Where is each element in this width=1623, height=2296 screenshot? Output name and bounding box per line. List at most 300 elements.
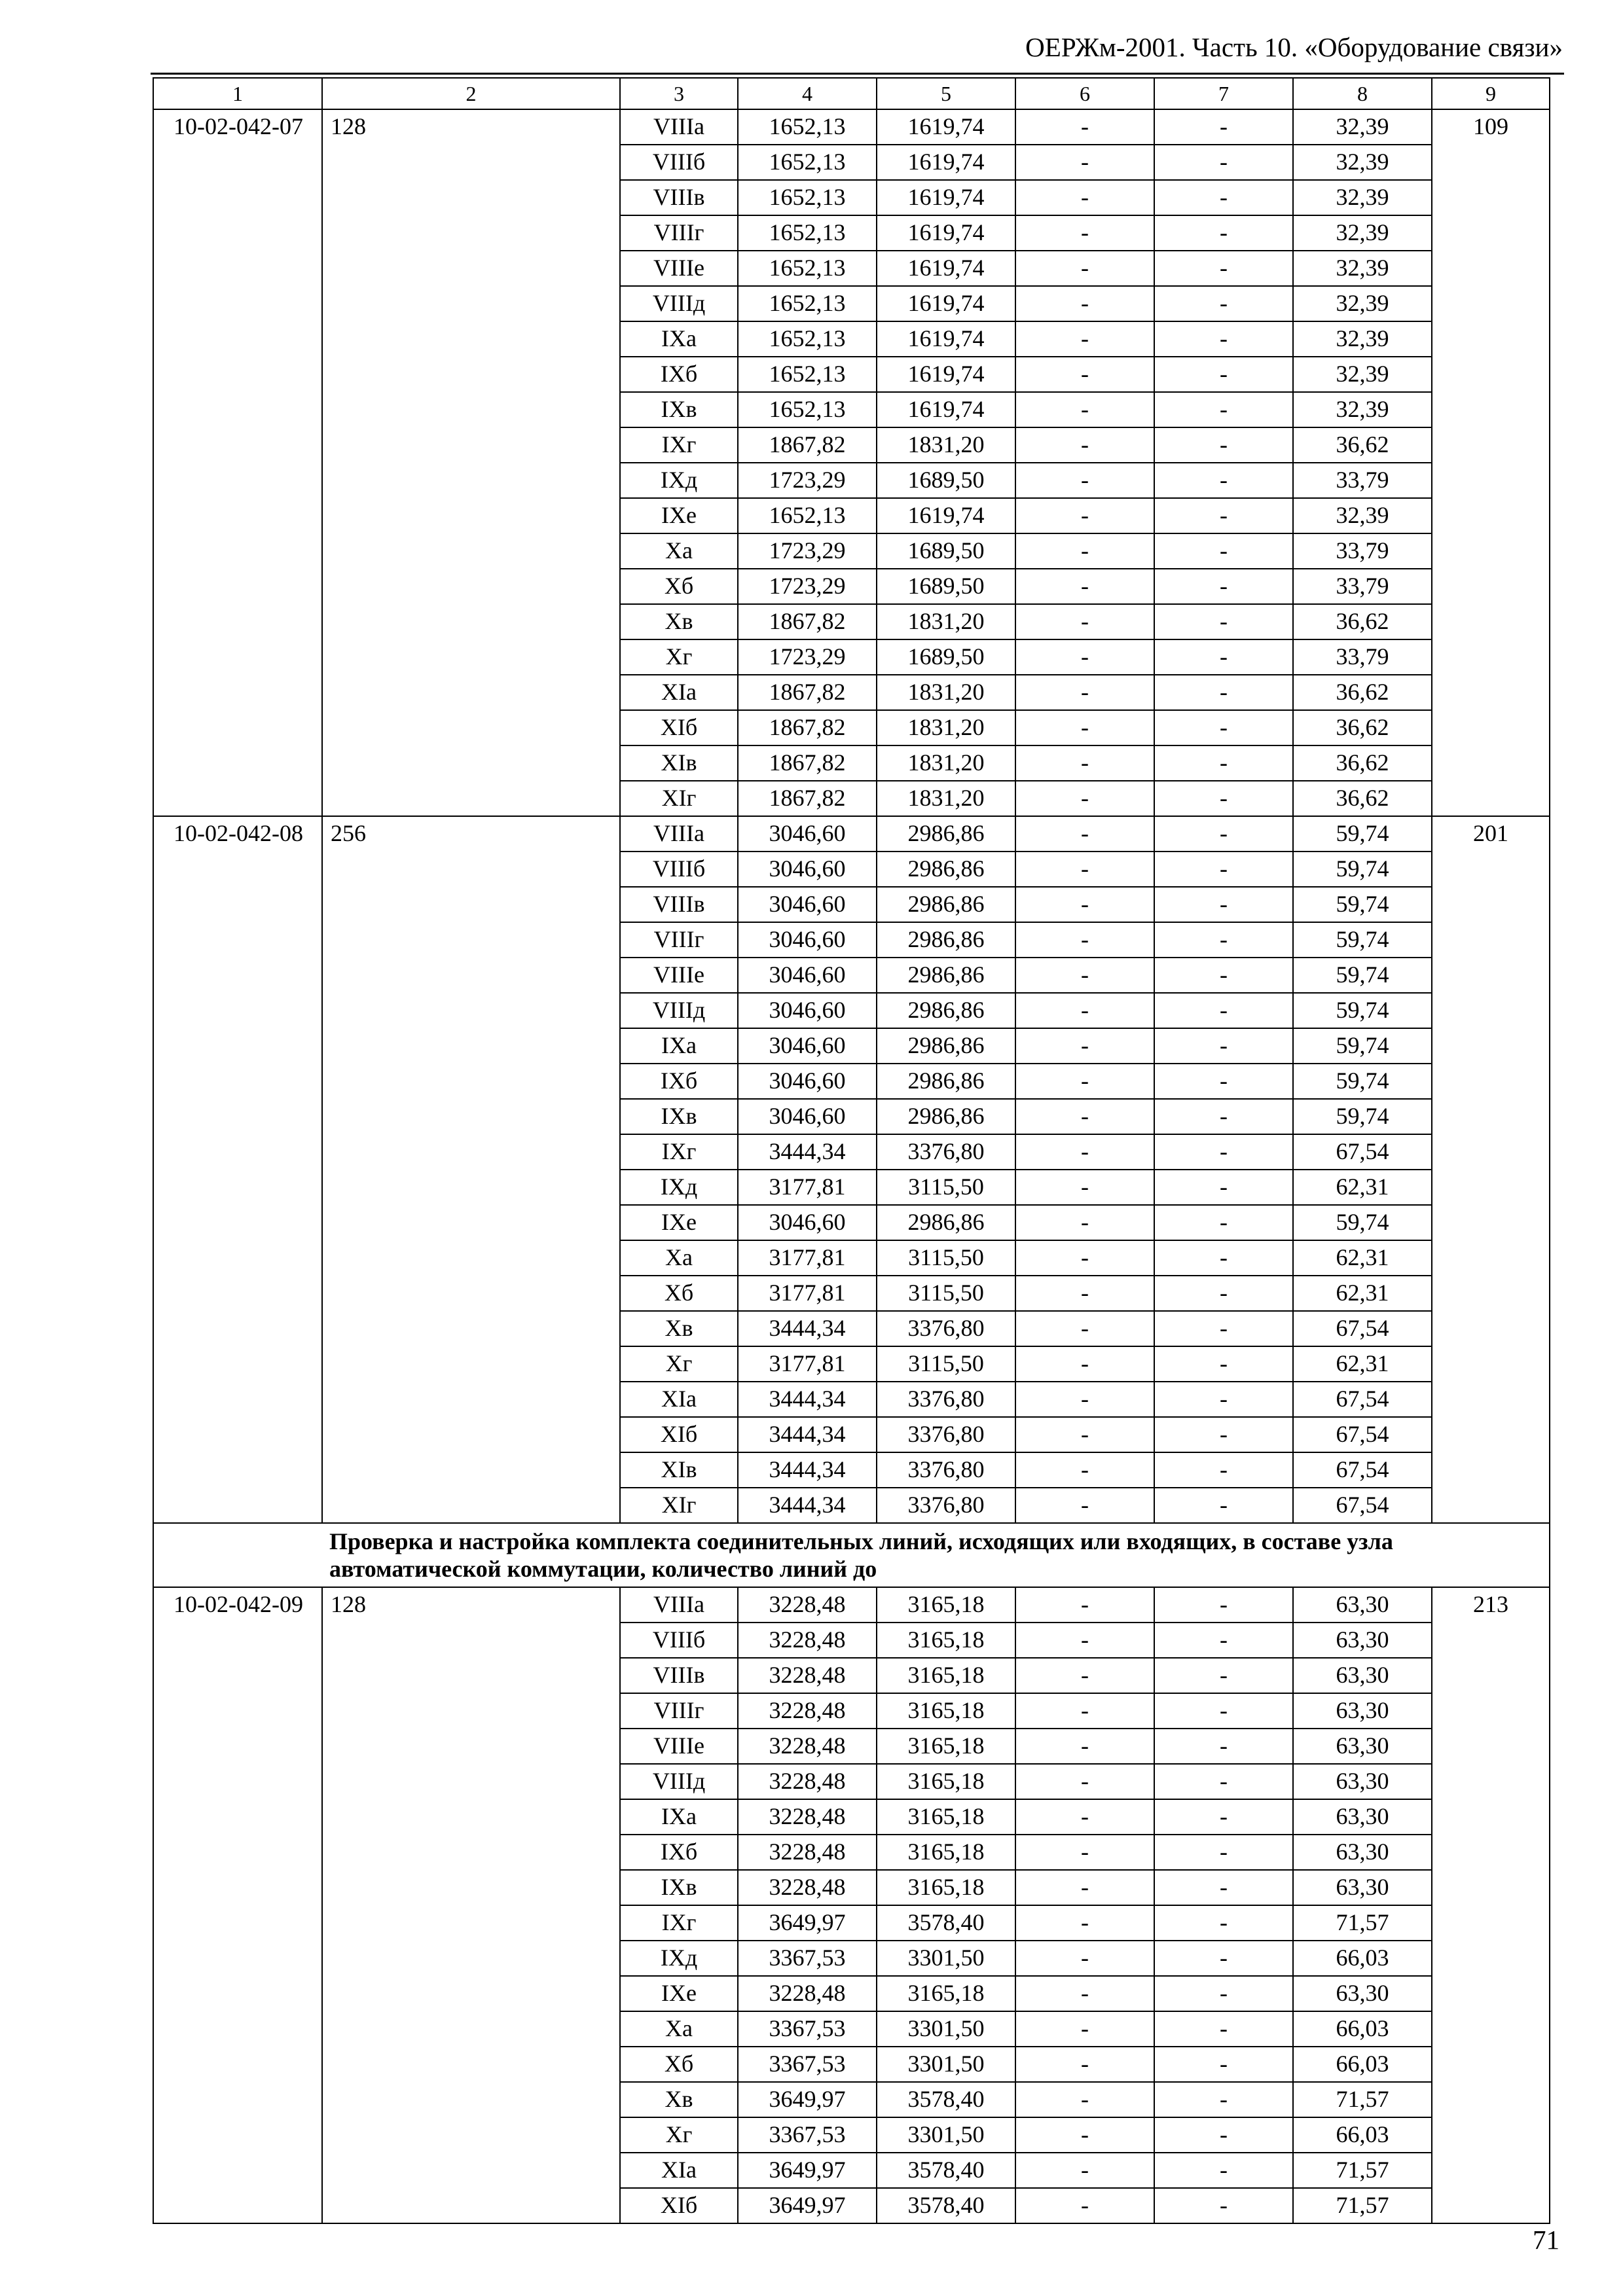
estimate-price-cell: 3228,48 — [738, 1729, 877, 1764]
machine-cost-cell: - — [1015, 816, 1154, 852]
column-number: 5 — [877, 78, 1015, 109]
labor-cost-cell: 3165,18 — [877, 1835, 1015, 1870]
machine-cost-cell: - — [1015, 1693, 1154, 1729]
material-cost-cell: 32,39 — [1293, 357, 1432, 392]
machine-cost-cell: - — [1015, 1205, 1154, 1240]
line-count-cell: 256 — [322, 816, 620, 1523]
region-zone-cell: IXд — [620, 1170, 738, 1205]
driver-wage-cell: - — [1154, 2011, 1293, 2047]
machine-cost-cell: - — [1015, 286, 1154, 321]
driver-wage-cell: - — [1154, 2047, 1293, 2082]
driver-wage-cell: - — [1154, 1382, 1293, 1417]
material-cost-cell: 71,57 — [1293, 2082, 1432, 2117]
labor-cost-cell: 3578,40 — [877, 1905, 1015, 1941]
price-table — [153, 77, 1550, 2224]
driver-wage-cell: - — [1154, 533, 1293, 569]
driver-wage-cell: - — [1154, 498, 1293, 533]
labor-cost-cell: 3301,50 — [877, 2047, 1015, 2082]
driver-wage-cell: - — [1154, 1905, 1293, 1941]
material-cost-cell: 59,74 — [1293, 1028, 1432, 1064]
labor-cost-cell: 2986,86 — [877, 1064, 1015, 1099]
estimate-price-cell: 3444,34 — [738, 1134, 877, 1170]
material-cost-cell: 63,30 — [1293, 1623, 1432, 1658]
driver-wage-cell: - — [1154, 1276, 1293, 1311]
page-header-title: ОЕРЖм-2001. Часть 10. «Оборудование связи» — [1025, 32, 1563, 62]
material-cost-cell: 62,31 — [1293, 1346, 1432, 1382]
driver-wage-cell: - — [1154, 1170, 1293, 1205]
column-number: 9 — [1432, 78, 1550, 109]
driver-wage-cell: - — [1154, 1064, 1293, 1099]
material-cost-cell: 63,30 — [1293, 1693, 1432, 1729]
estimate-price-cell: 3177,81 — [738, 1170, 877, 1205]
estimate-price-cell: 3046,60 — [738, 852, 877, 887]
driver-wage-cell: - — [1154, 1693, 1293, 1729]
material-cost-cell: 62,31 — [1293, 1170, 1432, 1205]
region-zone-cell: VIIIа — [620, 109, 738, 145]
material-cost-cell: 36,62 — [1293, 675, 1432, 710]
region-zone-cell: VIIIд — [620, 286, 738, 321]
region-zone-cell: Xа — [620, 533, 738, 569]
estimate-price-cell: 3046,60 — [738, 887, 877, 922]
region-zone-cell: VIIIа — [620, 1587, 738, 1623]
material-cost-cell: 63,30 — [1293, 1835, 1432, 1870]
driver-wage-cell: - — [1154, 1417, 1293, 1452]
line-count-cell: 128 — [322, 109, 620, 816]
estimate-price-cell: 3444,34 — [738, 1417, 877, 1452]
estimate-price-cell: 1723,29 — [738, 533, 877, 569]
driver-wage-cell: - — [1154, 1658, 1293, 1693]
labor-cost-cell: 3165,18 — [877, 1587, 1015, 1623]
material-cost-cell: 59,74 — [1293, 922, 1432, 958]
material-cost-cell: 66,03 — [1293, 2011, 1432, 2047]
estimate-price-cell: 3228,48 — [738, 1976, 877, 2011]
material-cost-cell: 67,54 — [1293, 1382, 1432, 1417]
estimate-price-cell: 3444,34 — [738, 1488, 877, 1523]
table-row — [153, 816, 1550, 852]
material-cost-cell: 63,30 — [1293, 1658, 1432, 1693]
labor-cost-cell: 1689,50 — [877, 533, 1015, 569]
labor-cost-cell: 3376,80 — [877, 1382, 1015, 1417]
machine-cost-cell: - — [1015, 1382, 1154, 1417]
driver-wage-cell: - — [1154, 321, 1293, 357]
region-zone-cell: Xг — [620, 639, 738, 675]
driver-wage-cell: - — [1154, 2117, 1293, 2153]
labor-cost-cell: 1619,74 — [877, 215, 1015, 251]
region-zone-cell: VIIIб — [620, 145, 738, 180]
labor-cost-cell: 1619,74 — [877, 357, 1015, 392]
material-cost-cell: 66,03 — [1293, 2047, 1432, 2082]
labor-cost-cell: 3165,18 — [877, 1693, 1015, 1729]
machine-cost-cell: - — [1015, 710, 1154, 745]
machine-cost-cell: - — [1015, 321, 1154, 357]
machine-cost-cell: - — [1015, 1417, 1154, 1452]
labor-cost-cell: 3115,50 — [877, 1346, 1015, 1382]
machine-cost-cell: - — [1015, 109, 1154, 145]
driver-wage-cell: - — [1154, 816, 1293, 852]
labor-cost-cell: 1619,74 — [877, 321, 1015, 357]
material-cost-cell: 59,74 — [1293, 1099, 1432, 1134]
labor-cost-cell: 1689,50 — [877, 463, 1015, 498]
machine-cost-cell: - — [1015, 427, 1154, 463]
estimate-price-cell: 3046,60 — [738, 1099, 877, 1134]
estimate-price-cell: 3046,60 — [738, 1064, 877, 1099]
material-cost-cell: 63,30 — [1293, 1976, 1432, 2011]
material-cost-cell: 36,62 — [1293, 604, 1432, 639]
labor-cost-cell: 3165,18 — [877, 1870, 1015, 1905]
estimate-price-cell: 3228,48 — [738, 1870, 877, 1905]
driver-wage-cell: - — [1154, 1976, 1293, 2011]
column-number: 7 — [1154, 78, 1293, 109]
machine-cost-cell: - — [1015, 251, 1154, 286]
region-zone-cell: VIIIг — [620, 215, 738, 251]
region-zone-cell: VIIIв — [620, 180, 738, 215]
labor-cost-cell: 1831,20 — [877, 781, 1015, 816]
region-zone-cell: Xв — [620, 1311, 738, 1346]
material-cost-cell: 62,31 — [1293, 1276, 1432, 1311]
column-number: 1 — [153, 78, 322, 109]
section-header-row — [153, 1523, 1550, 1587]
estimate-price-cell: 3228,48 — [738, 1658, 877, 1693]
labor-cost-cell: 3115,50 — [877, 1240, 1015, 1276]
machine-cost-cell: - — [1015, 533, 1154, 569]
estimate-price-cell: 3228,48 — [738, 1693, 877, 1729]
machine-cost-cell: - — [1015, 392, 1154, 427]
estimate-price-cell: 3228,48 — [738, 1835, 877, 1870]
labor-cost-cell: 3165,18 — [877, 1623, 1015, 1658]
region-zone-cell: IXб — [620, 1835, 738, 1870]
estimate-price-cell: 3367,53 — [738, 2047, 877, 2082]
driver-wage-cell: - — [1154, 1099, 1293, 1134]
machine-cost-cell: - — [1015, 1799, 1154, 1835]
column-number-row — [153, 78, 1550, 109]
rate-code-cell: 10-02-042-08 — [153, 816, 322, 1523]
rate-code-cell: 10-02-042-09 — [153, 1587, 322, 2223]
region-zone-cell: Xа — [620, 2011, 738, 2047]
driver-wage-cell: - — [1154, 852, 1293, 887]
estimate-price-cell: 3046,60 — [738, 958, 877, 993]
labor-cost-cell: 3165,18 — [877, 1976, 1015, 2011]
material-cost-cell: 66,03 — [1293, 2117, 1432, 2153]
material-cost-cell: 59,74 — [1293, 816, 1432, 852]
labor-cost-cell: 2986,86 — [877, 816, 1015, 852]
labor-cost-cell: 2986,86 — [877, 1205, 1015, 1240]
region-zone-cell: VIIIе — [620, 251, 738, 286]
driver-wage-cell: - — [1154, 958, 1293, 993]
region-zone-cell: VIIIд — [620, 993, 738, 1028]
machine-cost-cell: - — [1015, 1064, 1154, 1099]
driver-wage-cell: - — [1154, 145, 1293, 180]
estimate-price-cell: 1867,82 — [738, 710, 877, 745]
machine-cost-cell: - — [1015, 2011, 1154, 2047]
material-cost-cell: 36,62 — [1293, 781, 1432, 816]
driver-wage-cell: - — [1154, 357, 1293, 392]
table-row — [153, 109, 1550, 145]
column-number: 3 — [620, 78, 738, 109]
estimate-price-cell: 1652,13 — [738, 321, 877, 357]
region-zone-cell: XIа — [620, 675, 738, 710]
column-number: 4 — [738, 78, 877, 109]
material-cost-cell: 32,39 — [1293, 286, 1432, 321]
machine-cost-cell: - — [1015, 1276, 1154, 1311]
driver-wage-cell: - — [1154, 1452, 1293, 1488]
driver-wage-cell: - — [1154, 392, 1293, 427]
machine-cost-cell: - — [1015, 852, 1154, 887]
material-cost-cell: 33,79 — [1293, 463, 1432, 498]
material-cost-cell: 32,39 — [1293, 145, 1432, 180]
machine-cost-cell: - — [1015, 180, 1154, 215]
material-cost-cell: 71,57 — [1293, 2153, 1432, 2188]
region-zone-cell: XIг — [620, 781, 738, 816]
estimate-price-cell: 3228,48 — [738, 1623, 877, 1658]
material-cost-cell: 33,79 — [1293, 533, 1432, 569]
driver-wage-cell: - — [1154, 1587, 1293, 1623]
labor-cost-cell: 2986,86 — [877, 887, 1015, 922]
machine-cost-cell: - — [1015, 887, 1154, 922]
driver-wage-cell: - — [1154, 675, 1293, 710]
material-count-cell: 109 — [1432, 109, 1550, 816]
machine-cost-cell: - — [1015, 1658, 1154, 1693]
region-zone-cell: Xг — [620, 1346, 738, 1382]
machine-cost-cell: - — [1015, 1240, 1154, 1276]
estimate-price-cell: 1723,29 — [738, 569, 877, 604]
labor-cost-cell: 1831,20 — [877, 675, 1015, 710]
estimate-price-cell: 1867,82 — [738, 745, 877, 781]
driver-wage-cell: - — [1154, 1311, 1293, 1346]
region-zone-cell: IXг — [620, 1134, 738, 1170]
driver-wage-cell: - — [1154, 251, 1293, 286]
region-zone-cell: Xб — [620, 1276, 738, 1311]
region-zone-cell: IXа — [620, 321, 738, 357]
material-cost-cell: 63,30 — [1293, 1764, 1432, 1799]
machine-cost-cell: - — [1015, 993, 1154, 1028]
labor-cost-cell: 3578,40 — [877, 2188, 1015, 2223]
driver-wage-cell: - — [1154, 781, 1293, 816]
material-cost-cell: 36,62 — [1293, 745, 1432, 781]
labor-cost-cell: 1619,74 — [877, 109, 1015, 145]
driver-wage-cell: - — [1154, 180, 1293, 215]
labor-cost-cell: 3578,40 — [877, 2082, 1015, 2117]
material-cost-cell: 33,79 — [1293, 639, 1432, 675]
estimate-price-cell: 3444,34 — [738, 1452, 877, 1488]
driver-wage-cell: - — [1154, 1764, 1293, 1799]
table-row — [153, 1587, 1550, 1623]
labor-cost-cell: 3165,18 — [877, 1658, 1015, 1693]
labor-cost-cell: 1619,74 — [877, 498, 1015, 533]
machine-cost-cell: - — [1015, 1311, 1154, 1346]
material-cost-cell: 67,54 — [1293, 1452, 1432, 1488]
material-cost-cell: 59,74 — [1293, 1205, 1432, 1240]
material-cost-cell: 63,30 — [1293, 1729, 1432, 1764]
driver-wage-cell: - — [1154, 1488, 1293, 1523]
region-zone-cell: XIв — [620, 1452, 738, 1488]
region-zone-cell: VIIIе — [620, 958, 738, 993]
rate-code-cell: 10-02-042-07 — [153, 109, 322, 816]
driver-wage-cell: - — [1154, 286, 1293, 321]
labor-cost-cell: 3115,50 — [877, 1170, 1015, 1205]
region-zone-cell: VIIIб — [620, 1623, 738, 1658]
estimate-price-cell: 3367,53 — [738, 1941, 877, 1976]
driver-wage-cell: - — [1154, 887, 1293, 922]
driver-wage-cell: - — [1154, 639, 1293, 675]
region-zone-cell: IXв — [620, 1870, 738, 1905]
machine-cost-cell: - — [1015, 357, 1154, 392]
labor-cost-cell: 1619,74 — [877, 251, 1015, 286]
material-cost-cell: 71,57 — [1293, 1905, 1432, 1941]
estimate-price-cell: 3177,81 — [738, 1240, 877, 1276]
region-zone-cell: IXв — [620, 392, 738, 427]
region-zone-cell: VIIIб — [620, 852, 738, 887]
estimate-price-cell: 1652,13 — [738, 357, 877, 392]
line-count-cell: 128 — [322, 1587, 620, 2223]
labor-cost-cell: 3376,80 — [877, 1311, 1015, 1346]
estimate-price-cell: 3649,97 — [738, 2188, 877, 2223]
driver-wage-cell: - — [1154, 1240, 1293, 1276]
labor-cost-cell: 1619,74 — [877, 392, 1015, 427]
column-number: 6 — [1015, 78, 1154, 109]
estimate-price-cell: 3177,81 — [738, 1346, 877, 1382]
driver-wage-cell: - — [1154, 1870, 1293, 1905]
material-cost-cell: 32,39 — [1293, 498, 1432, 533]
estimate-price-cell: 1652,13 — [738, 498, 877, 533]
region-zone-cell: VIIIв — [620, 1658, 738, 1693]
material-cost-cell: 59,74 — [1293, 887, 1432, 922]
machine-cost-cell: - — [1015, 2117, 1154, 2153]
machine-cost-cell: - — [1015, 569, 1154, 604]
material-cost-cell: 59,74 — [1293, 958, 1432, 993]
column-number: 8 — [1293, 78, 1432, 109]
machine-cost-cell: - — [1015, 1452, 1154, 1488]
driver-wage-cell: - — [1154, 109, 1293, 145]
machine-cost-cell: - — [1015, 2188, 1154, 2223]
material-cost-cell: 63,30 — [1293, 1870, 1432, 1905]
estimate-price-cell: 3046,60 — [738, 1205, 877, 1240]
material-cost-cell: 36,62 — [1293, 710, 1432, 745]
material-cost-cell: 62,31 — [1293, 1240, 1432, 1276]
labor-cost-cell: 3165,18 — [877, 1799, 1015, 1835]
labor-cost-cell: 1619,74 — [877, 145, 1015, 180]
estimate-price-cell: 1652,13 — [738, 251, 877, 286]
machine-cost-cell: - — [1015, 781, 1154, 816]
machine-cost-cell: - — [1015, 2082, 1154, 2117]
machine-cost-cell: - — [1015, 2047, 1154, 2082]
machine-cost-cell: - — [1015, 675, 1154, 710]
material-cost-cell: 67,54 — [1293, 1417, 1432, 1452]
machine-cost-cell: - — [1015, 1764, 1154, 1799]
labor-cost-cell: 3301,50 — [877, 1941, 1015, 1976]
material-cost-cell: 67,54 — [1293, 1488, 1432, 1523]
region-zone-cell: XIб — [620, 710, 738, 745]
region-zone-cell: XIв — [620, 745, 738, 781]
region-zone-cell: XIа — [620, 1382, 738, 1417]
estimate-price-cell: 1652,13 — [738, 286, 877, 321]
region-zone-cell: IXб — [620, 357, 738, 392]
driver-wage-cell: - — [1154, 1799, 1293, 1835]
section-title: Проверка и настройка комплекта соединительных линий, исходящих или входящих, в составе узла автоматической коммутации, количество линий до — [153, 1523, 1550, 1587]
labor-cost-cell: 2986,86 — [877, 922, 1015, 958]
machine-cost-cell: - — [1015, 958, 1154, 993]
estimate-price-cell: 3649,97 — [738, 2153, 877, 2188]
driver-wage-cell: - — [1154, 1028, 1293, 1064]
material-cost-cell: 63,30 — [1293, 1587, 1432, 1623]
labor-cost-cell: 3301,50 — [877, 2011, 1015, 2047]
labor-cost-cell: 1689,50 — [877, 569, 1015, 604]
estimate-price-cell: 1867,82 — [738, 781, 877, 816]
machine-cost-cell: - — [1015, 1976, 1154, 2011]
region-zone-cell: IXе — [620, 1976, 738, 2011]
machine-cost-cell: - — [1015, 1835, 1154, 1870]
driver-wage-cell: - — [1154, 463, 1293, 498]
machine-cost-cell: - — [1015, 1941, 1154, 1976]
material-cost-cell: 32,39 — [1293, 215, 1432, 251]
machine-cost-cell: - — [1015, 1346, 1154, 1382]
estimate-price-cell: 3649,97 — [738, 1905, 877, 1941]
region-zone-cell: IXг — [620, 427, 738, 463]
estimate-price-cell: 1652,13 — [738, 180, 877, 215]
labor-cost-cell: 2986,86 — [877, 1099, 1015, 1134]
material-cost-cell: 71,57 — [1293, 2188, 1432, 2223]
labor-cost-cell: 3376,80 — [877, 1134, 1015, 1170]
driver-wage-cell: - — [1154, 922, 1293, 958]
machine-cost-cell: - — [1015, 604, 1154, 639]
header-rule — [151, 73, 1564, 75]
material-cost-cell: 36,62 — [1293, 427, 1432, 463]
estimate-price-cell: 3228,48 — [738, 1587, 877, 1623]
region-zone-cell: Xб — [620, 569, 738, 604]
estimate-price-cell: 3228,48 — [738, 1764, 877, 1799]
material-cost-cell: 32,39 — [1293, 321, 1432, 357]
material-cost-cell: 59,74 — [1293, 993, 1432, 1028]
driver-wage-cell: - — [1154, 710, 1293, 745]
driver-wage-cell: - — [1154, 1623, 1293, 1658]
region-zone-cell: IXд — [620, 463, 738, 498]
estimate-price-cell: 3228,48 — [738, 1799, 877, 1835]
labor-cost-cell: 3376,80 — [877, 1488, 1015, 1523]
material-cost-cell: 59,74 — [1293, 1064, 1432, 1099]
material-cost-cell: 32,39 — [1293, 251, 1432, 286]
region-zone-cell: IXг — [620, 1905, 738, 1941]
labor-cost-cell: 3165,18 — [877, 1764, 1015, 1799]
estimate-price-cell: 3649,97 — [738, 2082, 877, 2117]
machine-cost-cell: - — [1015, 1099, 1154, 1134]
region-zone-cell: IXв — [620, 1099, 738, 1134]
labor-cost-cell: 1831,20 — [877, 604, 1015, 639]
labor-cost-cell: 3578,40 — [877, 2153, 1015, 2188]
region-zone-cell: IXб — [620, 1064, 738, 1099]
labor-cost-cell: 3376,80 — [877, 1417, 1015, 1452]
driver-wage-cell: - — [1154, 1346, 1293, 1382]
driver-wage-cell: - — [1154, 427, 1293, 463]
driver-wage-cell: - — [1154, 569, 1293, 604]
machine-cost-cell: - — [1015, 1028, 1154, 1064]
region-zone-cell: IXа — [620, 1799, 738, 1835]
machine-cost-cell: - — [1015, 1729, 1154, 1764]
machine-cost-cell: - — [1015, 2153, 1154, 2188]
labor-cost-cell: 3376,80 — [877, 1452, 1015, 1488]
estimate-price-cell: 3046,60 — [738, 816, 877, 852]
estimate-price-cell: 3046,60 — [738, 993, 877, 1028]
region-zone-cell: VIIIг — [620, 1693, 738, 1729]
region-zone-cell: XIб — [620, 1417, 738, 1452]
machine-cost-cell: - — [1015, 145, 1154, 180]
region-zone-cell: VIIIе — [620, 1729, 738, 1764]
region-zone-cell: Xв — [620, 2082, 738, 2117]
driver-wage-cell: - — [1154, 2188, 1293, 2223]
machine-cost-cell: - — [1015, 1488, 1154, 1523]
labor-cost-cell: 2986,86 — [877, 852, 1015, 887]
region-zone-cell: Xв — [620, 604, 738, 639]
estimate-price-cell: 3444,34 — [738, 1311, 877, 1346]
driver-wage-cell: - — [1154, 745, 1293, 781]
